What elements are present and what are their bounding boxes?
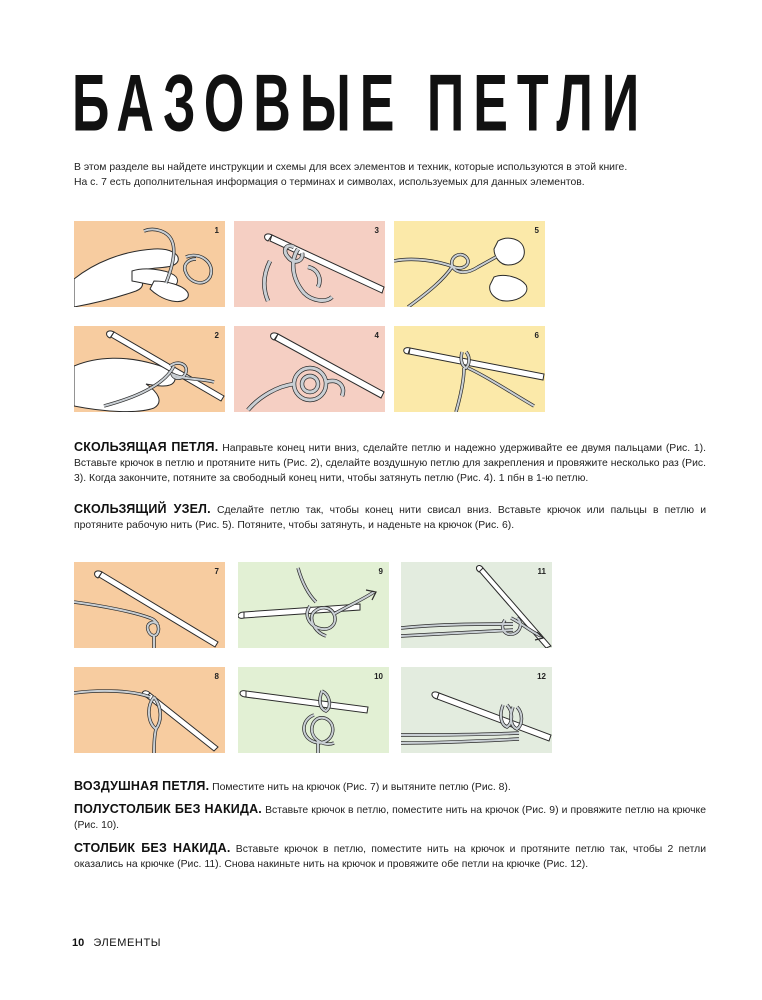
figure-3 [234,221,385,307]
slip-loop-paragraph [74,440,706,486]
figure-number: 5 [534,226,539,235]
insert-hook-illustration [238,562,389,648]
hook-chain-illustration [234,221,385,307]
hand-loop-illustration [74,221,225,307]
slip-stitch-paragraph [74,802,706,833]
figure-number: 6 [534,331,539,340]
figure-number: 8 [214,672,219,681]
slip-knot-text: Сделайте петлю так, чтобы конец нити свисал вниз. Вставьте крючок или пальцы в петлю и протяните рабочую нить (Рис. 5). Потяните, чтобы затянуть, и наденьте на крючок (Рис. 6). [74,505,707,531]
figure-number: 3 [374,226,379,235]
figure-5 [394,221,545,307]
figure-number: 12 [537,672,546,681]
figure-1 [74,221,225,307]
slip-knot-on-hook-illustration [394,326,545,412]
slip-knot-fingers-illustration [394,221,545,307]
slip-stitch-complete-illustration [238,667,389,753]
hand-hook-illustration [74,326,225,412]
two-loops-on-hook-illustration [401,562,552,648]
chain-heading: ВОЗДУШНАЯ ПЕТЛЯ. [74,779,210,793]
figure-9 [238,562,389,648]
figure-11 [401,562,552,648]
figure-12 [401,667,552,753]
figure-2 [74,326,225,412]
figure-7 [74,562,225,648]
single-crochet-complete-illustration [401,667,552,753]
slip-stitch-text: Вставьте крючок в петлю, поместите нить на крючок (Рис. 9) и провяжите петлю на крючке (Рис. 10). [74,805,706,831]
figure-number: 2 [214,331,219,340]
page-number: 10 [72,937,85,949]
intro-line-1: В этом разделе вы найдете инструкции и схемы для всех элементов и техник, которые используются в этой книге. [74,162,628,173]
figure-number: 9 [378,567,383,576]
page-title: БАЗОВЫЕ ПЕТЛИ [72,59,649,150]
single-crochet-heading: СТОЛБИК БЕЗ НАКИДА. [74,841,231,855]
single-crochet-paragraph [74,841,706,872]
figure-number: 10 [374,672,383,681]
slip-stitch-heading: ПОЛУСТОЛБИК БЕЗ НАКИДА. [74,802,262,816]
slip-knot-paragraph [74,502,706,533]
figure-6 [394,326,545,412]
single-crochet-text: Вставьте крючок в петлю, поместите нить на крючок и протяните петлю так, чтобы 2 петли оказались на крючке (Рис. 11). Снова накиньте нить на крючок и провяжите обе петли на крючке (Рис. 12). [74,844,706,870]
section-name: ЭЛЕМЕНТЫ [93,937,162,949]
figure-4 [234,326,385,412]
pull-through-chain-illustration [74,667,225,753]
figure-number: 4 [374,331,379,340]
chain-paragraph [74,779,706,795]
intro-text [74,160,714,190]
page-footer [72,937,161,949]
figure-number: 1 [214,226,219,235]
figure-number: 7 [214,567,219,576]
slip-knot-heading: СКОЛЬЗЯЩИЙ УЗЕЛ. [74,502,211,516]
figure-number: 11 [537,567,546,576]
figure-8 [74,667,225,753]
slip-loop-text: Направьте конец нити вниз, сделайте петлю и надежно удерживайте ее двумя пальцами (Рис. 1). Вставьте крючок в петлю и протяните нить (Рис. 2), сделайте воздушную петлю для закрепления и провяжите несколько раз (Рис. 3). Когда закончите, потяните за свободный конец нити, чтобы затянуть петлю (Рис. 4). 1 пбн в 1-ю петлю. [74,443,707,484]
figure-10 [238,667,389,753]
yarn-over-hook-illustration [74,562,225,648]
chain-text: Поместите нить на крючок (Рис. 7) и вытяните петлю (Рис. 8). [212,782,511,793]
magic-ring-illustration [234,326,385,412]
slip-loop-heading: СКОЛЬЗЯЩАЯ ПЕТЛЯ. [74,440,219,454]
intro-line-2: На с. 7 есть дополнительная информация о терминах и символах, используемых для данных элементов. [74,177,585,188]
